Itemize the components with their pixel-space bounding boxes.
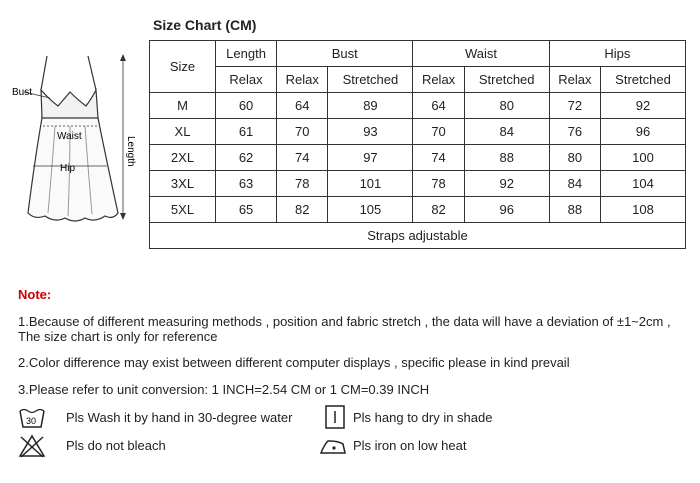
value-cell: 72 [549, 93, 600, 119]
page-title: Size Chart (CM) [153, 17, 257, 33]
table-row [150, 145, 686, 171]
value-cell: 96 [601, 119, 686, 145]
subheader: Relax [216, 67, 277, 93]
hand-wash-30-icon [18, 405, 46, 429]
value-cell: 84 [464, 119, 549, 145]
note-item-1-cont: The size chart is only for reference [18, 329, 218, 344]
value-cell: 62 [216, 145, 277, 171]
table-row [150, 93, 686, 119]
value-cell: 74 [277, 145, 328, 171]
value-cell: 92 [601, 93, 686, 119]
value-cell: 76 [549, 119, 600, 145]
table-row [150, 171, 686, 197]
size-cell: M [150, 93, 216, 119]
size-cell: 2XL [150, 145, 216, 171]
hip-label: Hip [60, 163, 76, 174]
group-header-waist: Waist [413, 41, 549, 67]
straps-note: Straps adjustable [150, 223, 686, 249]
note-item-1: 1.Because of different measuring methods , position and fabric stretch , the data will have a deviation of ±1~2cm , [18, 314, 671, 329]
value-cell: 100 [601, 145, 686, 171]
value-cell: 88 [549, 197, 600, 223]
subheader: Relax [549, 67, 600, 93]
value-cell: 84 [549, 171, 600, 197]
no-bleach-icon [18, 434, 46, 458]
size-cell: XL [150, 119, 216, 145]
value-cell: 60 [216, 93, 277, 119]
value-cell: 61 [216, 119, 277, 145]
hang-dry-icon [325, 405, 345, 429]
dress-illustration [10, 48, 148, 238]
value-cell: 70 [277, 119, 328, 145]
value-cell: 64 [413, 93, 464, 119]
iron-low-heat-icon [318, 436, 348, 456]
value-cell: 89 [328, 93, 413, 119]
value-cell: 88 [464, 145, 549, 171]
group-header-bust: Bust [277, 41, 413, 67]
value-cell: 78 [413, 171, 464, 197]
value-cell: 93 [328, 119, 413, 145]
subheader: Relax [413, 67, 464, 93]
waist-label: Waist [57, 131, 82, 142]
value-cell: 80 [464, 93, 549, 119]
value-cell: 78 [277, 171, 328, 197]
value-cell: 82 [413, 197, 464, 223]
dry-instruction: Pls hang to dry in shade [353, 410, 493, 425]
subheader: Stretched [601, 67, 686, 93]
value-cell: 92 [464, 171, 549, 197]
value-cell: 97 [328, 145, 413, 171]
table-row [150, 197, 686, 223]
value-cell: 80 [549, 145, 600, 171]
value-cell: 82 [277, 197, 328, 223]
value-cell: 74 [413, 145, 464, 171]
note-item-2: 2.Color difference may exist between different computer displays , specific please in kind prevail [18, 355, 570, 370]
bleach-instruction: Pls do not bleach [66, 438, 166, 453]
length-label: Length [125, 136, 136, 167]
value-cell: 105 [328, 197, 413, 223]
value-cell: 65 [216, 197, 277, 223]
value-cell: 101 [328, 171, 413, 197]
bust-label: Bust [12, 87, 33, 98]
value-cell: 64 [277, 93, 328, 119]
value-cell: 63 [216, 171, 277, 197]
iron-instruction: Pls iron on low heat [353, 438, 467, 453]
note-item-3: 3.Please refer to unit conversion: 1 INCH=2.54 CM or 1 CM=0.39 INCH [18, 382, 430, 397]
size-column-header: Size [150, 41, 216, 93]
subheader: Stretched [328, 67, 413, 93]
size-chart-table [149, 40, 686, 249]
wash-instruction: Pls Wash it by hand in 30-degree water [66, 410, 293, 425]
size-cell: 5XL [150, 197, 216, 223]
value-cell: 96 [464, 197, 549, 223]
subheader: Relax [277, 67, 328, 93]
value-cell: 108 [601, 197, 686, 223]
note-title: Note: [18, 287, 52, 302]
svg-text:30: 30 [26, 416, 37, 426]
value-cell: 70 [413, 119, 464, 145]
subheader: Stretched [464, 67, 549, 93]
group-header-hips: Hips [549, 41, 685, 67]
table-row [150, 119, 686, 145]
value-cell: 104 [601, 171, 686, 197]
size-cell: 3XL [150, 171, 216, 197]
group-header-length: Length [216, 41, 277, 67]
